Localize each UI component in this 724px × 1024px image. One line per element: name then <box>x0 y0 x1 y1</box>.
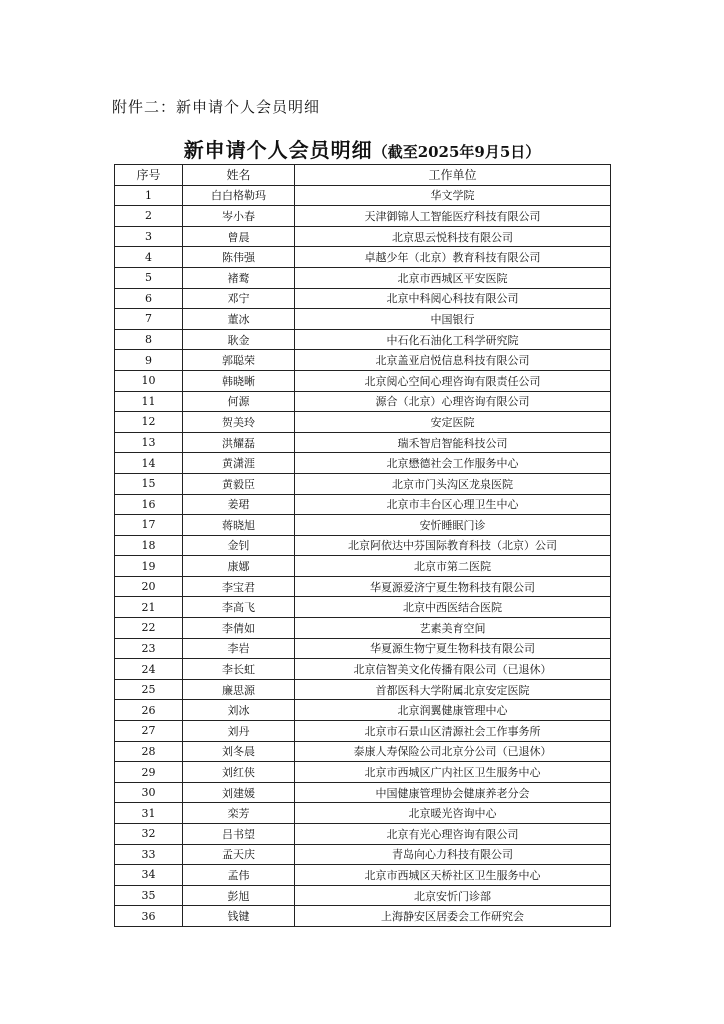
table-row <box>115 432 611 453</box>
table-row <box>115 618 611 639</box>
cell-workplace: 青岛向心力科技有限公司 <box>295 844 611 865</box>
cell-serial: 1 <box>115 185 183 206</box>
cell-name: 贺美玲 <box>183 412 295 433</box>
table-row <box>115 638 611 659</box>
cell-name: 董冰 <box>183 309 295 330</box>
cell-workplace: 安定医院 <box>295 412 611 433</box>
cell-name: 李长虹 <box>183 659 295 680</box>
cell-name: 栾芳 <box>183 803 295 824</box>
cell-serial: 25 <box>115 679 183 700</box>
table-row <box>115 494 611 515</box>
cell-name: 刘丹 <box>183 721 295 742</box>
cell-workplace: 北京中科阅心科技有限公司 <box>295 288 611 309</box>
table-row <box>115 700 611 721</box>
table-row <box>115 535 611 556</box>
cell-serial: 15 <box>115 473 183 494</box>
cell-name: 彭旭 <box>183 885 295 906</box>
cell-serial: 19 <box>115 556 183 577</box>
cell-serial: 33 <box>115 844 183 865</box>
attachment-label: 附件二：新申请个人会员明细 <box>112 98 321 116</box>
table-row <box>115 597 611 618</box>
table-row <box>115 515 611 536</box>
cell-workplace: 北京市第二医院 <box>295 556 611 577</box>
cell-name: 曾晨 <box>183 226 295 247</box>
cell-workplace: 卓越少年（北京）教育科技有限公司 <box>295 247 611 268</box>
cell-workplace: 北京市西城区广内社区卫生服务中心 <box>295 762 611 783</box>
cell-serial: 23 <box>115 638 183 659</box>
cell-serial: 5 <box>115 267 183 288</box>
table-row <box>115 473 611 494</box>
table-header-row <box>115 165 611 186</box>
cell-name: 洪耀磊 <box>183 432 295 453</box>
cell-serial: 6 <box>115 288 183 309</box>
title-date-note: （截至2025年9月5日） <box>372 143 541 161</box>
cell-name: 褚鹜 <box>183 267 295 288</box>
cell-serial: 27 <box>115 721 183 742</box>
cell-workplace: 北京市门头沟区龙泉医院 <box>295 473 611 494</box>
cell-serial: 17 <box>115 515 183 536</box>
cell-workplace: 华夏源生物宁夏生物科技有限公司 <box>295 638 611 659</box>
cell-name: 郭聪荣 <box>183 350 295 371</box>
cell-name: 李宝君 <box>183 576 295 597</box>
cell-workplace: 北京有光心理咨询有限公司 <box>295 824 611 845</box>
cell-name: 廉思源 <box>183 679 295 700</box>
cell-name: 康娜 <box>183 556 295 577</box>
table-row <box>115 679 611 700</box>
cell-name: 刘建媛 <box>183 782 295 803</box>
cell-workplace: 北京中西医结合医院 <box>295 597 611 618</box>
cell-workplace: 上海静安区居委会工作研究会 <box>295 906 611 927</box>
cell-name: 李倩如 <box>183 618 295 639</box>
cell-name: 李高飞 <box>183 597 295 618</box>
table-row <box>115 370 611 391</box>
cell-workplace: 中石化石油化工科学研究院 <box>295 329 611 350</box>
cell-serial: 14 <box>115 453 183 474</box>
cell-name: 陈伟强 <box>183 247 295 268</box>
cell-name: 黄潇涯 <box>183 453 295 474</box>
table-row <box>115 329 611 350</box>
cell-workplace: 北京暖光咨询中心 <box>295 803 611 824</box>
cell-workplace: 北京阅心空间心理咨询有限责任公司 <box>295 370 611 391</box>
cell-workplace: 北京安忻门诊部 <box>295 885 611 906</box>
cell-name: 姜珺 <box>183 494 295 515</box>
cell-serial: 8 <box>115 329 183 350</box>
cell-name: 耿金 <box>183 329 295 350</box>
table-row <box>115 453 611 474</box>
header-serial: 序号 <box>115 165 183 186</box>
cell-serial: 22 <box>115 618 183 639</box>
table-row <box>115 288 611 309</box>
cell-serial: 7 <box>115 309 183 330</box>
cell-name: 岑小春 <box>183 206 295 227</box>
cell-workplace: 北京信智美文化传播有限公司（已退休） <box>295 659 611 680</box>
cell-name: 韩晓晰 <box>183 370 295 391</box>
cell-workplace: 北京思云悦科技有限公司 <box>295 226 611 247</box>
table-row <box>115 762 611 783</box>
cell-name: 刘红侠 <box>183 762 295 783</box>
cell-name: 孟伟 <box>183 865 295 886</box>
cell-serial: 30 <box>115 782 183 803</box>
cell-serial: 31 <box>115 803 183 824</box>
table-row <box>115 803 611 824</box>
cell-serial: 2 <box>115 206 183 227</box>
cell-serial: 34 <box>115 865 183 886</box>
cell-name: 金钊 <box>183 535 295 556</box>
title-main: 新申请个人会员明细 <box>183 138 373 162</box>
member-table <box>114 164 611 927</box>
cell-name: 吕书望 <box>183 824 295 845</box>
table-row <box>115 309 611 330</box>
cell-serial: 28 <box>115 741 183 762</box>
cell-serial: 11 <box>115 391 183 412</box>
table-row <box>115 741 611 762</box>
cell-serial: 12 <box>115 412 183 433</box>
cell-serial: 26 <box>115 700 183 721</box>
cell-workplace: 天津御锦人工智能医疗科技有限公司 <box>295 206 611 227</box>
cell-serial: 20 <box>115 576 183 597</box>
table-row <box>115 824 611 845</box>
table-row <box>115 412 611 433</box>
cell-name: 黄毅臣 <box>183 473 295 494</box>
cell-name: 白白格勒玛 <box>183 185 295 206</box>
cell-workplace: 北京润翼健康管理中心 <box>295 700 611 721</box>
cell-workplace: 艺素美育空间 <box>295 618 611 639</box>
cell-name: 刘冬晨 <box>183 741 295 762</box>
cell-name: 何源 <box>183 391 295 412</box>
cell-workplace: 北京市丰台区心理卫生中心 <box>295 494 611 515</box>
cell-workplace: 中国健康管理协会健康养老分会 <box>295 782 611 803</box>
cell-serial: 4 <box>115 247 183 268</box>
cell-name: 孟天庆 <box>183 844 295 865</box>
cell-name: 李岩 <box>183 638 295 659</box>
table-row <box>115 865 611 886</box>
cell-name: 蒋晓旭 <box>183 515 295 536</box>
cell-name: 钱键 <box>183 906 295 927</box>
table-row <box>115 576 611 597</box>
cell-workplace: 华文学院 <box>295 185 611 206</box>
cell-serial: 13 <box>115 432 183 453</box>
cell-workplace: 北京市西城区天桥社区卫生服务中心 <box>295 865 611 886</box>
cell-workplace: 北京阿依达中芬国际教育科技（北京）公司 <box>295 535 611 556</box>
header-name: 姓名 <box>183 165 295 186</box>
cell-serial: 32 <box>115 824 183 845</box>
cell-serial: 36 <box>115 906 183 927</box>
cell-workplace: 中国银行 <box>295 309 611 330</box>
cell-serial: 29 <box>115 762 183 783</box>
cell-name: 邓宁 <box>183 288 295 309</box>
cell-workplace: 泰康人寿保险公司北京分公司（已退休） <box>295 741 611 762</box>
cell-name: 刘冰 <box>183 700 295 721</box>
table-row <box>115 844 611 865</box>
table-row <box>115 206 611 227</box>
table-row <box>115 782 611 803</box>
cell-workplace: 瑞禾智启智能科技公司 <box>295 432 611 453</box>
table-body <box>115 185 611 926</box>
table-row <box>115 350 611 371</box>
cell-serial: 35 <box>115 885 183 906</box>
table-row <box>115 721 611 742</box>
table-row <box>115 267 611 288</box>
table-row <box>115 659 611 680</box>
cell-workplace: 北京懋德社会工作服务中心 <box>295 453 611 474</box>
cell-workplace: 安忻睡眠门诊 <box>295 515 611 536</box>
table-row <box>115 185 611 206</box>
table-row <box>115 247 611 268</box>
cell-workplace: 北京盖亚启悦信息科技有限公司 <box>295 350 611 371</box>
table-row <box>115 226 611 247</box>
table-row <box>115 906 611 927</box>
cell-serial: 16 <box>115 494 183 515</box>
cell-serial: 10 <box>115 370 183 391</box>
cell-workplace: 北京市石景山区清源社会工作事务所 <box>295 721 611 742</box>
cell-workplace: 北京市西城区平安医院 <box>295 267 611 288</box>
cell-workplace: 源合（北京）心理咨询有限公司 <box>295 391 611 412</box>
document-title <box>0 134 724 163</box>
table-row <box>115 885 611 906</box>
header-workplace: 工作单位 <box>295 165 611 186</box>
table-row <box>115 556 611 577</box>
cell-serial: 3 <box>115 226 183 247</box>
cell-serial: 9 <box>115 350 183 371</box>
cell-workplace: 首都医科大学附属北京安定医院 <box>295 679 611 700</box>
cell-workplace: 华夏源爱济宁夏生物科技有限公司 <box>295 576 611 597</box>
cell-serial: 21 <box>115 597 183 618</box>
cell-serial: 24 <box>115 659 183 680</box>
table-row <box>115 391 611 412</box>
cell-serial: 18 <box>115 535 183 556</box>
